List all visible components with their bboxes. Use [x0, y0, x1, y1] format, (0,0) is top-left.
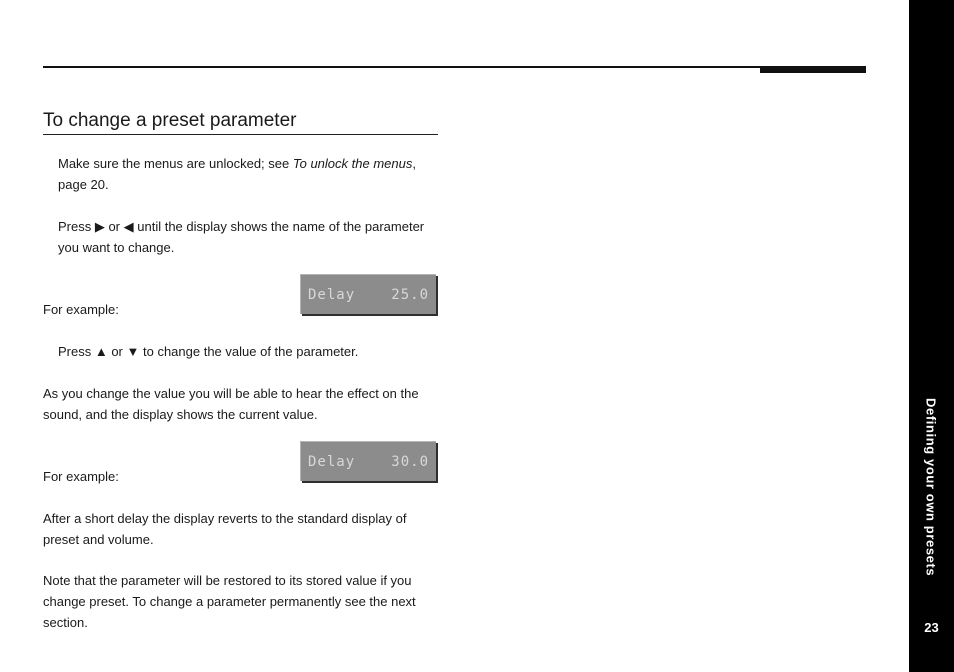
example-label: For example: [43, 469, 119, 484]
step-text: Make sure the menus are unlocked; see [58, 156, 293, 171]
left-arrow-icon: ◀ [123, 219, 134, 234]
lcd-parameter-name: Delay [308, 286, 356, 303]
paragraph-effect: As you change the value you will be able to hear the effect on the sound, and the display shows the current value. [43, 386, 419, 422]
step-text: or [104, 219, 124, 234]
step-unlock-menus [58, 153, 443, 195]
paragraph-revert: After a short delay the display reverts to the standard display of preset and volume. [43, 511, 407, 547]
header-rule-tab [760, 66, 866, 73]
up-arrow-icon: ▲ [94, 344, 108, 359]
section-heading: To change a preset parameter [43, 108, 438, 135]
step-text: or [107, 344, 127, 359]
down-arrow-icon: ▼ [126, 344, 140, 359]
right-arrow-icon: ▶ [94, 219, 105, 234]
lcd-parameter-value: 30.0 [391, 453, 429, 470]
example-label: For example: [43, 302, 119, 317]
step-text: until the display shows the name of the parameter you want to change. [58, 219, 425, 255]
step-change-value [58, 341, 443, 362]
step-text: to change the value of the parameter. [139, 344, 359, 359]
page-number: 23 [924, 620, 939, 635]
chapter-title: Defining your own presets [923, 398, 939, 577]
lcd-display [300, 441, 436, 481]
lcd-display [300, 274, 436, 314]
step-text: Press [58, 344, 95, 359]
header-rule [43, 66, 866, 68]
step-select-parameter [58, 216, 443, 258]
step-text: Press [58, 219, 95, 234]
cross-reference-link[interactable]: To unlock the menus [292, 156, 413, 171]
chapter-sidebar [909, 0, 954, 672]
step-text: , page 20. [58, 156, 416, 192]
lcd-parameter-value: 25.0 [391, 286, 429, 303]
paragraph-note: Note that the parameter will be restored to its stored value if you change preset. To change a parameter permanently see the next section. [43, 573, 416, 630]
lcd-parameter-name: Delay [308, 453, 356, 470]
